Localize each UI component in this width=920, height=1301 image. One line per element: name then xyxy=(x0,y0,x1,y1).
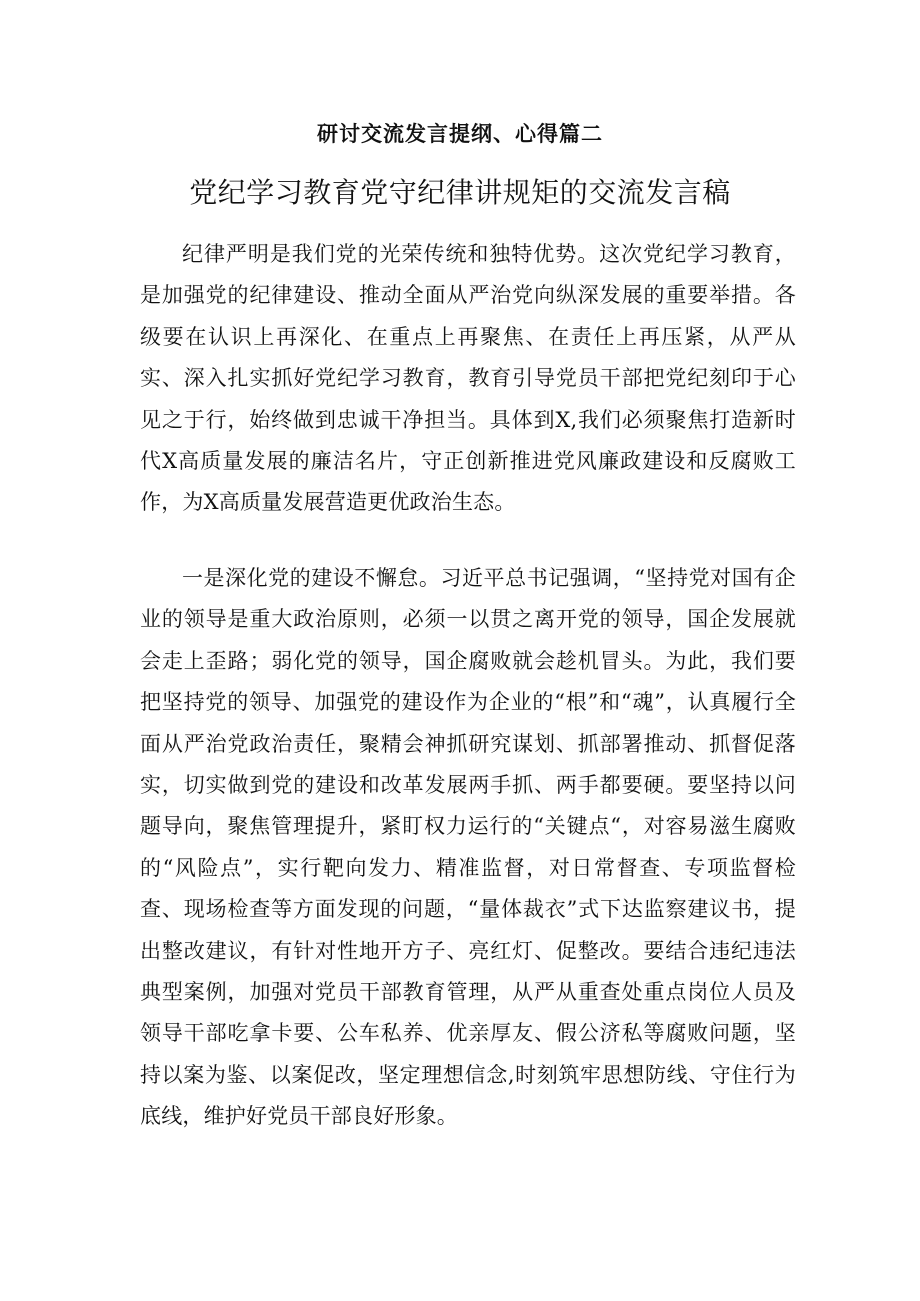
paragraph-introduction: 纪律严明是我们党的光荣传统和独特优势。这次党纪学习教育，是加强党的纪律建设、推动全面从严治党向纵深发展的重要举措。各级要在认识上再深化、在重点上再聚焦、在责任上再压紧，从严从实、深入扎实抓好党纪学习教育，教育引导党员干部把党纪刻印于心见之于行，始终做到忠诚干净担当。具体到X,我们必须聚焦打造新时代X高质量发展的廉洁名片，守正创新推进党风廉政建设和反腐败工作，为X高质量发展营造更优政治生态。 xyxy=(140,242,796,515)
document-subtitle: 研讨交流发言提纲、心得篇二 xyxy=(317,121,603,146)
document-title: 党纪学习教育党守纪律讲规矩的交流发言稿 xyxy=(189,176,731,209)
paragraph-party-building: 一是深化党的建设不懈怠。习近平总书记强调，“坚持党对国有企业的领导是重大政治原则，必须一以贯之离开党的领导，国企发展就会走上歪路；弱化党的领导，国企腐败就会趁机冒头。为此，我们要把坚持党的领导、加强党的建设作为企业的“根”和“魂”，认真履行全面从严治党政治责任，聚精会神抓研究谋划、抓部署推动、抓督促落实，切实做到党的建设和改革发展两手抓、两手都要硬。要坚持以问题导向，聚焦管理提升，紧盯权力运行的“关键点“，对容易滋生腐败的“风险点”，实行靶向发力、精准监督，对日常督查、专项监督检查、现场检查等方面发现的问题，“量体裁衣”式下达监察建议书，提出整改建议，有针对性地开方子、亮红灯、促整改。要结合违纪违法典型案例，加强对党员干部教育管理，从严从重查处重点岗位人员及领导干部吃拿卡要、公车私养、优亲厚友、假公济私等腐败问题，坚持以案为鉴、以案促改，坚定理想信念,时刻筑牢思想防线、守住行为底线，维护好党员干部良好形象。 xyxy=(140,566,796,1129)
